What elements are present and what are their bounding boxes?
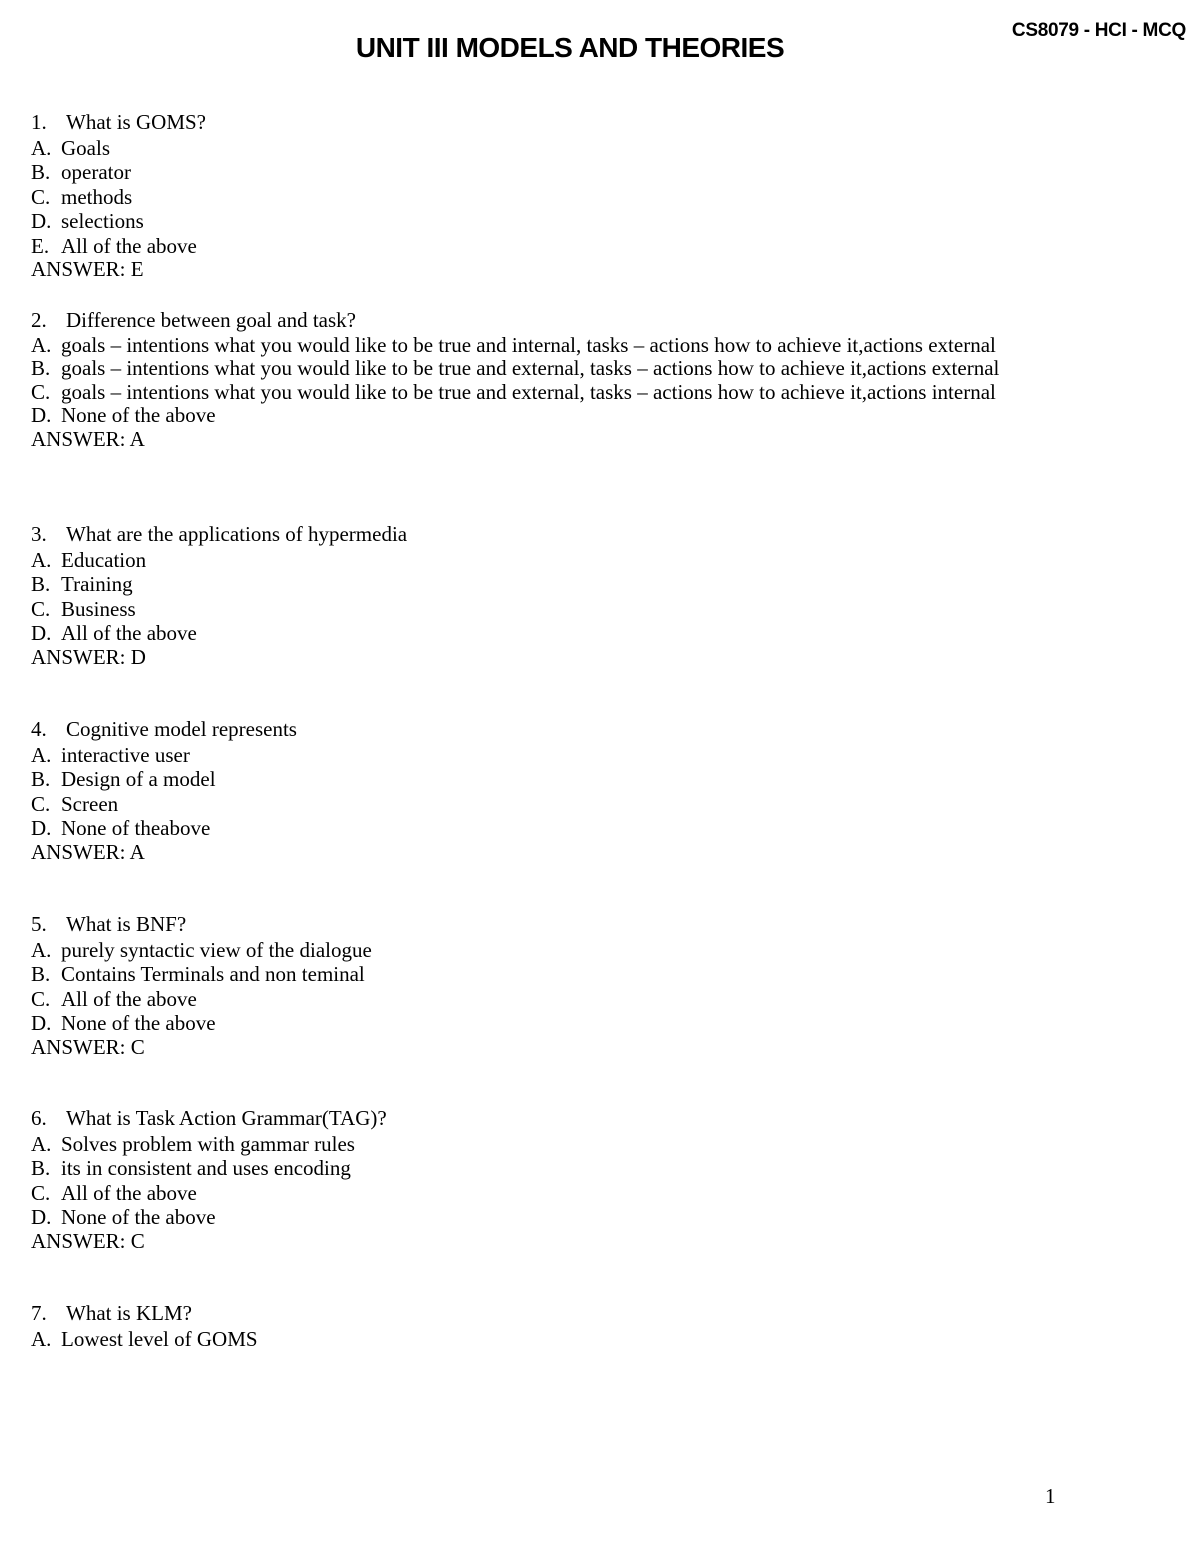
question-number: 1. (31, 110, 47, 134)
option-d: D. None of the above (31, 1011, 216, 1035)
option-b: B. Design of a model (31, 767, 216, 791)
question-number: 7. (31, 1301, 47, 1325)
option-c: C. Business (31, 596, 136, 621)
option-a: A. Solves problem with gammar rules (31, 1131, 355, 1156)
option-a: A. Education (31, 547, 147, 572)
option-c: C. goals – intentions what you would like to be true and external, tasks – actions how to achieve it,actions internal (31, 379, 996, 404)
question-2 (31, 308, 999, 451)
option-c: C. methods (31, 184, 133, 209)
answer-line: ANSWER: C (31, 1034, 145, 1059)
question-text: Difference between goal and task? (66, 308, 356, 332)
answer-line: ANSWER: A (31, 426, 145, 451)
option-b: B. operator (31, 160, 131, 184)
answer-line: ANSWER: C (31, 1228, 145, 1253)
question-text: What is KLM? (66, 1301, 192, 1325)
option-e: E. All of the above (31, 233, 197, 258)
question-3 (31, 522, 407, 669)
course-code: CS8079 - HCI - MCQ (1011, 20, 1186, 41)
option-b: B. Training (31, 572, 133, 596)
question-number: 6. (31, 1106, 47, 1130)
question-1 (31, 110, 206, 281)
option-a: A. goals – intentions what you would like to be true and internal, tasks – actions how to achieve it,actions external (31, 332, 996, 357)
option-d: D. None of the above (31, 403, 216, 427)
page-number: 1 (1045, 1484, 1056, 1508)
option-a: A. interactive user (31, 742, 190, 767)
option-a: A. Lowest level of GOMS (31, 1326, 258, 1351)
option-a: A. Goals (31, 135, 110, 160)
option-c: C. Screen (31, 791, 119, 816)
question-7 (31, 1301, 258, 1351)
option-d: D. None of theabove (31, 816, 211, 840)
answer-line: ANSWER: D (31, 644, 146, 669)
answer-line: ANSWER: A (31, 839, 145, 864)
page-title: UNIT III MODELS AND THEORIES (355, 32, 785, 63)
option-d: D. All of the above (31, 621, 197, 645)
option-c: C. All of the above (31, 1180, 197, 1205)
question-number: 3. (31, 522, 47, 546)
option-d: D. None of the above (31, 1205, 216, 1229)
option-a: A. purely syntactic view of the dialogue (31, 937, 372, 962)
question-text: What is BNF? (66, 912, 187, 936)
question-4 (31, 717, 297, 864)
option-b: B. Contains Terminals and non teminal (31, 962, 365, 986)
option-b: B. goals – intentions what you would like to be true and external, tasks – actions how to achieve it,actions external (31, 356, 1000, 380)
answer-line: ANSWER: E (31, 257, 144, 281)
question-5 (31, 912, 372, 1059)
question-number: 5. (31, 912, 47, 936)
question-text: What are the applications of hypermedia (66, 522, 408, 546)
question-text: Cognitive model represents (66, 717, 297, 741)
option-c: C. All of the above (31, 986, 197, 1011)
option-d: D. selections (31, 209, 144, 233)
question-number: 4. (31, 717, 47, 741)
option-b: B. its in consistent and uses encoding (31, 1156, 351, 1180)
question-number: 2. (31, 308, 47, 332)
question-text: What is Task Action Grammar(TAG)? (66, 1106, 387, 1130)
question-6 (31, 1106, 387, 1253)
question-text: What is GOMS? (66, 110, 206, 134)
